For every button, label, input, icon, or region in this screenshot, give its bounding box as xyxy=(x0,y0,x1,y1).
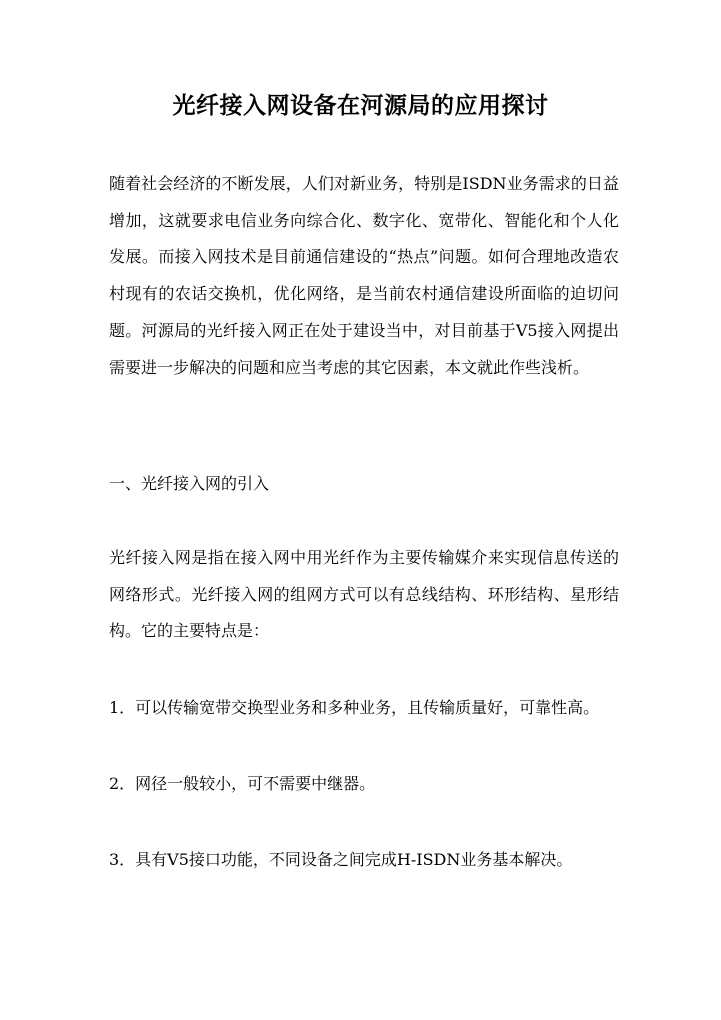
section-paragraph: 光纤接入网是指在接入网中用光纤作为主要传输媒介来实现信息传送的网络形式。光纤接入网的组网方式可以有总线结构、环形结构、星形结构。它的主要特点是： xyxy=(109,548,619,641)
list-item: 1．可以传输宽带交换型业务和多种业务，且传输质量好，可靠性高。 xyxy=(109,698,600,717)
list-item: 2．网径一般较小，可不需要中继器。 xyxy=(109,774,376,793)
section-heading: 一、光纤接入网的引入 xyxy=(109,474,270,493)
document-title: 光纤接入网设备在河源局的应用探讨 xyxy=(172,92,549,119)
list-item: 3．具有V5接口功能，不同设备之间完成H-ISDN业务基本解决。 xyxy=(109,850,573,869)
intro-paragraph: 随着社会经济的不断发展，人们对新业务，特别是ISDN业务需求的日益增加，这就要求电信业务向综合化、数字化、宽带化、智能化和个人化发展。而接入网技术是目前通信建设的“热点”问题。如何合理地改造农村现有的农话交换机，优化网络，是当前农村通信建设所面临的迫切问题。河源局的光纤接入网正在处于建设当中，对目前基于V5接入网提出需要进一步解决的问题和应当考虑的其它因素，本文就此作些浅析。 xyxy=(109,174,619,377)
